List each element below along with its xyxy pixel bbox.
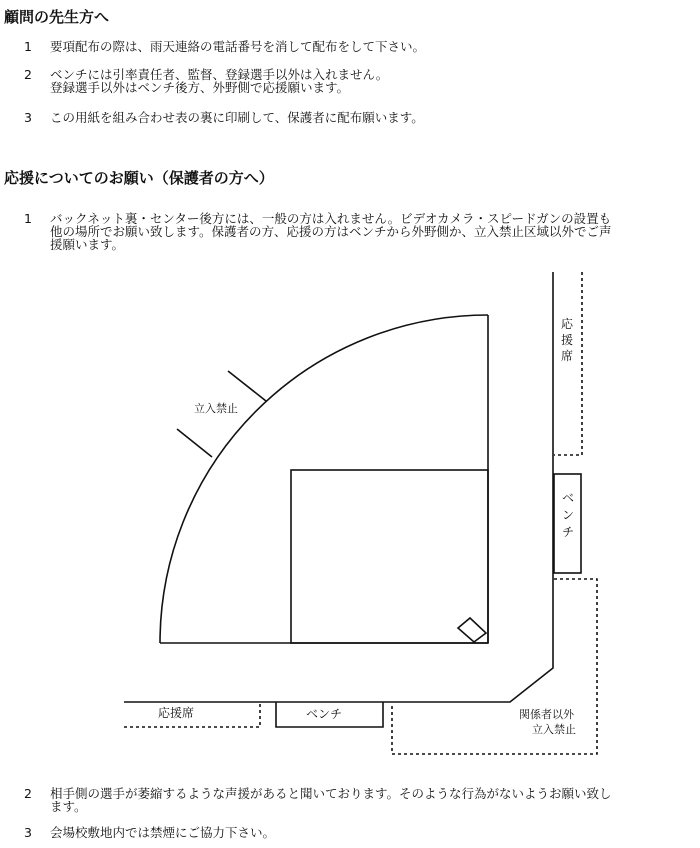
item-number: 1 bbox=[24, 39, 32, 54]
cheer-label-bottom: 応援席 bbox=[158, 706, 195, 720]
cheer-label-right bbox=[561, 317, 574, 363]
item-text: 要項配布の際は、雨天連絡の電話番号を消して配布をして下さい。 bbox=[50, 39, 426, 54]
infield bbox=[291, 470, 488, 643]
bench-right bbox=[554, 474, 581, 573]
item-text-line2: 登録選手以外はベンチ後方、外野側で応援願います。 bbox=[50, 80, 350, 95]
vertical-glyph: チ bbox=[561, 525, 575, 539]
bench-label-bottom: ベンチ bbox=[306, 707, 343, 721]
section2-heading: 応援についてのお願い（保護者の方へ） bbox=[4, 169, 274, 187]
item-text: 会場校敷地内では禁煙にご協力下さい。 bbox=[50, 825, 276, 840]
item-text: 相手側の選手が萎縮するような声援があると聞いております。そのような行為がないようお願い致し bbox=[50, 786, 612, 801]
item-text-line2: ます。 bbox=[50, 799, 87, 814]
item-text: この用紙を組み合わせ表の裏に印刷して、保護者に配布願います。 bbox=[50, 110, 424, 125]
item-text-line2: 他の場所でお願い致します。保護者の方、応援の方はベンチから外野側か、立入禁止区域以外でご声 bbox=[50, 224, 612, 239]
item-text-line3: 援願います。 bbox=[50, 237, 125, 252]
restricted-boundary-upper bbox=[228, 371, 266, 401]
item-number: 2 bbox=[24, 786, 32, 801]
item-number: 2 bbox=[24, 67, 32, 82]
vertical-glyph: ベ bbox=[561, 491, 575, 505]
vertical-glyph: ン bbox=[561, 508, 575, 522]
bench-label-right bbox=[562, 491, 574, 539]
outfield-arc bbox=[160, 315, 488, 643]
vertical-glyph: 応 bbox=[560, 317, 574, 331]
vertical-glyph: 援 bbox=[560, 333, 574, 347]
item-text: バックネット裏・センター後方には、一般の方は入れません。ビデオカメラ・スピードガンの設置も bbox=[50, 211, 612, 226]
vertical-glyph: 席 bbox=[560, 349, 574, 363]
item-text: ベンチには引率責任者、監督、登録選手以外は入れません。 bbox=[50, 67, 389, 82]
staff-only-label-line1: 関係者以外 bbox=[519, 708, 574, 721]
item-number: 1 bbox=[24, 211, 32, 226]
restricted-label: 立入禁止 bbox=[194, 402, 238, 415]
restricted-boundary-lower bbox=[177, 429, 212, 457]
item-number: 3 bbox=[24, 110, 32, 125]
cheer-area-right bbox=[554, 272, 582, 455]
item-number: 3 bbox=[24, 825, 32, 840]
home-plate bbox=[458, 618, 486, 642]
staff-only-label-line2: 立入禁止 bbox=[532, 723, 576, 736]
section1-heading: 顧問の先生方へ bbox=[4, 8, 110, 26]
